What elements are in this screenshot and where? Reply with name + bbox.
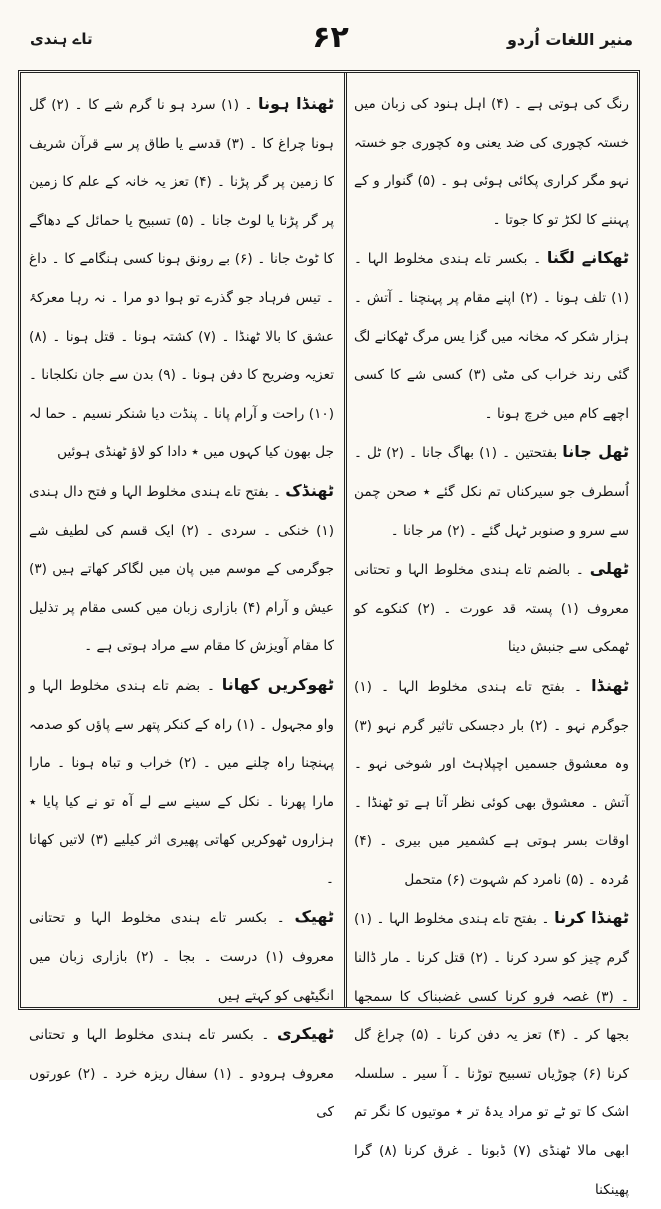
entry-headword: ٹھنڈا کرنا — [554, 908, 630, 928]
entry-text: رنگ کی ہوتی ہے ۔ (۴) اہل ہنود کی زبان میں خستہ کچوری کی ضد یعنی وہ کچوری جو خستہ نہو مگر کراری پکائی ہوئی ہو ۔ (۵) گنوار و کے پہننے کا لکڑ تو کا جوتا ۔ — [354, 96, 629, 228]
entry-text: ۔ بکسر تاے ہندی مخلوط الہا و تحتانی معروف (۱) درست ۔ بجا ۔ (۲) بازاری زبان میں انگیٹھی کو کہتے ہیں — [29, 910, 334, 1004]
dictionary-entry — [29, 898, 334, 1015]
page-frame — [18, 70, 640, 1198]
dictionary-entry — [29, 85, 334, 472]
column-divider — [344, 73, 347, 1007]
entry-headword: ٹھنڈک — [285, 480, 334, 500]
entry-headword: ٹھوکریں کھانا — [221, 674, 334, 694]
dictionary-entry — [29, 1015, 334, 1132]
dictionary-entry — [354, 550, 629, 667]
page-number: ۶۲ — [312, 20, 349, 55]
entry-headword: ٹھکانے لگنا — [546, 248, 629, 268]
entry-text: ۔ بضم تاے ہندی مخلوط الہا و واو مجہول ۔ (۱) راہ کے کنکر پتھر سے پاؤں کو صدمہ پہنچنا راہ چلنے میں ۔ (۲) خراب و تباہ ہونا ۔ مارا مارا پھرنا ۔ نکل کے سینے سے لے آہ تو نے کیا پایا ٭ ہزاروں ٹھوکریں کھاتی پھیری اثر کیلیے (۳) لاتیں کھانا ۔ — [29, 677, 334, 887]
entry-headword: ٹھنڈا — [591, 675, 629, 695]
book-title: منیر اللغات اُردو — [506, 30, 633, 49]
dictionary-entry — [354, 433, 629, 550]
entry-headword: ٹھلی — [589, 559, 629, 579]
dictionary-entry — [354, 667, 629, 900]
entry-headword: ٹھنڈا ہونا — [258, 94, 334, 113]
dictionary-entry — [29, 472, 334, 666]
entry-headword: ٹھل جانا — [562, 442, 629, 462]
entry-text: بفتحتین ۔ (۱) بھاگ جانا ۔ (۲) ٹل ۔ اُسطرف جو سیرکناں تم نکل گئے ٭ صحن چمن سے سرو و صنوبر ٹہل گئے ۔ (۲) مر جانا ۔ — [354, 445, 629, 539]
right-column — [354, 85, 630, 1198]
section-title: تاے ہندی — [30, 30, 93, 48]
entry-headword: ٹھیک — [294, 907, 334, 927]
entry-text: ۔ بالضم تاے ہندی مخلوط الہا و تحتانی معروف (۱) پستہ قد عورت ۔ (۲) کنکوے کو ٹھمکی سے جنبش دینا — [354, 562, 629, 656]
left-column — [29, 85, 335, 1121]
entry-text: ۔ بکسر تاے ہندی مخلوط الہا و تحتانی معروف ہرودو ۔ (۱) سفال ریزہ خرد ۔ (۲) عورتوں کی — [29, 1027, 334, 1121]
entry-text: ۔ (۱) سرد ہو نا گرم شے کا ۔ (۲) گل ہونا چراغ کا ۔ (۳) قدسے یا طاق پر سے قرآن شریف کا زمین پر گر پڑنا ۔ (۴) تعز یہ خانہ کے علم کا زمین پر گر پڑنا یا لوٹ جانا ۔ (۵) تسبیح یا حمائل کے دھاگے کا ٹوٹ جانا ۔ (۶) بے رونق ہونا کسی ہنگامے کا ۔ داغ ۔ تیس فرہاد جو گذرے تو ہوا دو مرا ۔ نہ رہا معرکۂ عشق کا بالا ٹھنڈا ۔ (۷) کشتہ ہونا ۔ قتل ہونا ۔ (۸) تعزیہ وضریح کا دفن ہونا ۔ (۹) بدن سے جان نکلجانا ۔ (۱۰) راحت و آرام پانا ۔ پنڈت دیا شنکر نسیم ۔ حما لہ جل بھون کیا کہوں میں ٭ دادا کو لاؤ ٹھنڈی ہوئیں — [29, 97, 335, 461]
entry-text: ۔ بکسر تاے ہندی مخلوط الہا ۔ (۱) تلف ہونا ۔ (۲) اپنے مقام پر پہنچنا ۔ آتش ۔ ہزار شکر کہ مخانہ میں گزا یس مرگ ٹھکانے لگ گئی رند خراب کی مٹی (۳) کسی شے کا کسی اچھے کام میں خرچ ہونا ۔ — [354, 251, 630, 422]
dictionary-entry — [29, 666, 334, 899]
dictionary-entry — [354, 899, 629, 1209]
dictionary-entry — [354, 239, 629, 433]
dictionary-entry — [354, 85, 629, 239]
page-header — [20, 18, 641, 62]
entry-headword: ٹھیکری — [276, 1024, 334, 1044]
entry-text: ۔ بفتح تاے ہندی مخلوط الہا ۔ (۱) گرم چیز کو سرد کرنا ۔ (۲) قتل کرنا ۔ مار ڈالنا ۔ (۳) غصہ فرو کرنا کسی غضبناک کا سمجھا بجھا کر ۔ (۴) تعز یہ دفن کرنا ۔ (۵) چراغ گل کرنا (۶) چوڑیاں تسبیح توڑنا ۔ آ سیر ۔ سلسلہ اشک کا تو ٹے تو مراد یدۂ تر ٭ موتیوں کا نگر تم ابھی مالا ٹھنڈی (۷) ڈبونا ۔ غرق کرنا (۸) گرا پھینکنا — [354, 911, 630, 1198]
entry-text: ۔ بفتح تاے ہندی مخلوط الہا و فتح دال ہندی (۱) خنکی ۔ سردی ۔ (۲) ایک قسم کی لطیف شے جوگرمی کے موسم میں پان میں لگاکر کھاتے ہیں (۳) عیش و آرام (۴) بازاری زبان میں کسی مقام پر تذلیل کا مقام آویزش کا مقام سے مراد ہوتی ہے ۔ — [29, 483, 334, 655]
entry-text: ۔ بفتح تاے ہندی مخلوط الہا ۔ (۱) جوگرم نہو ۔ (۲) بار دجسکی تاثیر گرم نہو (۳) وہ معشوق جسمیں اچپلاہٹ اور شوخی نہو ۔ آتش ۔ معشوق بھی کوئی نظر آتا ہے تو ٹھنڈا ۔ اوقات بسر ہوتی ہے کشمیر میں بیری ۔ (۴) مُردہ ۔ (۵) نامرد کم شہوت (۶) متحمل — [354, 678, 629, 888]
